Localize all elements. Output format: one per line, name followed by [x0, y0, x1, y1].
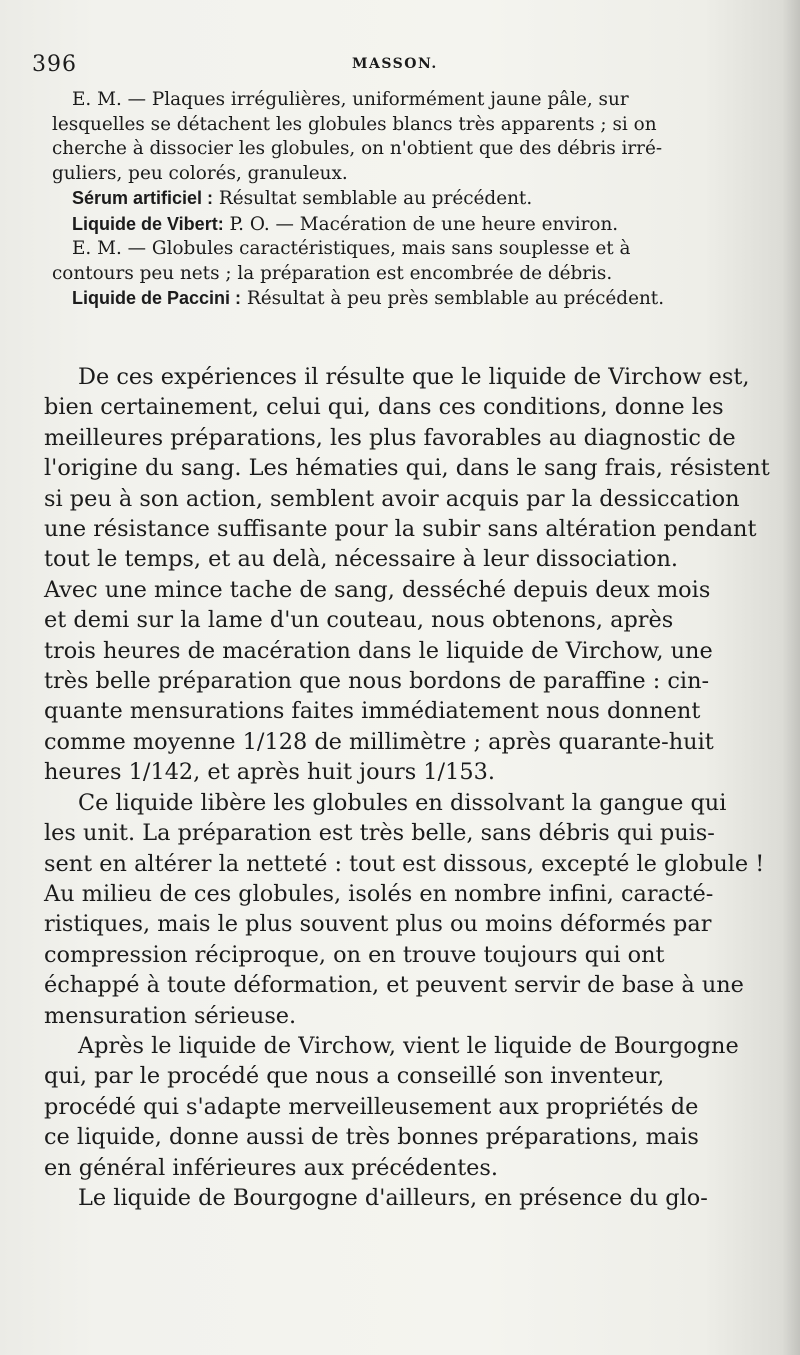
- text-line: bien certainement, celui qui, dans ces conditions, donne les: [44, 394, 724, 421]
- experiment-notes: [52, 88, 756, 312]
- note-line-paccini: Liquide de Paccini : Résultat à peu près semblable au précédent.: [72, 288, 665, 309]
- text-line: Le liquide de Bourgogne d'ailleurs, en présence du glo-: [78, 1184, 708, 1211]
- note-label: Liquide de Vibert:: [72, 213, 224, 234]
- text-line: procédé qui s'adapte merveilleusement aux propriétés de: [44, 1093, 699, 1120]
- text-line: heures 1/142, et après huit jours 1/153.: [44, 759, 495, 786]
- text-line: ristiques, mais le plus souvent plus ou moins déformés par: [44, 911, 712, 938]
- note-line-vibert: Liquide de Vibert: P. O. — Macération de une heure environ.: [72, 213, 619, 235]
- paragraph: [44, 788, 764, 1031]
- note-label: Liquide de Paccini :: [72, 288, 242, 308]
- text-line: Après le liquide de Virchow, vient le liquide de Bourgogne: [78, 1032, 739, 1059]
- text-line: Avec une mince tache de sang, desséché depuis deux mois: [44, 576, 711, 603]
- text-line: quante mensurations faites immédiatement nous donnent: [44, 698, 701, 725]
- text-line: les unit. La préparation est très belle, sans débris qui puis-: [44, 820, 715, 847]
- text-line: si peu à son action, semblent avoir acquis par la dessiccation: [44, 485, 740, 512]
- text-line: une résistance suffisante pour la subir sans altération pendant: [44, 516, 757, 543]
- note-line: E. M. — Plaques irrégulières, uniformément jaune pâle, sur: [72, 89, 629, 110]
- text-line: en général inférieures aux précédentes.: [44, 1154, 499, 1181]
- text-line: tout le temps, et au delà, nécessaire à leur dissociation.: [44, 546, 678, 573]
- text-line: comme moyenne 1/128 de millimètre ; après quarante-huit: [44, 728, 714, 755]
- text-line: échappé à toute déformation, et peuvent servir de base à une: [44, 972, 744, 999]
- paragraph: [44, 1031, 764, 1183]
- paragraph: [44, 1183, 764, 1213]
- note-line: lesquelles se détachent les globules blancs très apparents ; si on: [52, 113, 657, 135]
- page-number: 396: [32, 52, 77, 77]
- body-text: [44, 362, 770, 1213]
- note-line-serum: Sérum artificiel : Résultat semblable au précédent.: [72, 188, 533, 209]
- text-line: Ce liquide libère les globules en dissolvant la gangue qui: [78, 789, 727, 816]
- text-line: mensuration sérieuse.: [44, 1002, 297, 1029]
- running-head: MASSON.: [352, 56, 438, 72]
- text-line: qui, par le procédé que nous a conseillé son inventeur,: [44, 1063, 665, 1090]
- text-line: et demi sur la lame d'un couteau, nous obtenons, après: [44, 607, 674, 634]
- text-line: sent en altérer la netteté : tout est dissous, excepté le globule !: [44, 850, 765, 877]
- text-line: meilleures préparations, les plus favorables au diagnostic de: [44, 424, 736, 451]
- page-header: [32, 48, 772, 82]
- note-label: Sérum artificiel :: [72, 188, 214, 208]
- text-line: De ces expériences il résulte que le liquide de Virchow est,: [78, 364, 750, 390]
- text-line: Au milieu de ces globules, isolés en nombre infini, caracté-: [44, 880, 714, 907]
- note-line: cherche à dissocier les globules, on n'obtient que des débris irré-: [52, 138, 663, 159]
- page-edge-shadow: [782, 0, 800, 1355]
- text-line: ce liquide, donne aussi de très bonnes préparations, mais: [44, 1124, 699, 1151]
- text-line: l'origine du sang. Les hématies qui, dans le sang frais, résistent: [44, 455, 770, 482]
- text-line: très belle préparation que nous bordons de paraffine : cin-: [44, 668, 710, 695]
- note-line: guliers, peu colorés, granuleux.: [52, 162, 348, 184]
- paragraph: [44, 362, 770, 788]
- text-line: compression réciproque, on en trouve toujours qui ont: [44, 941, 665, 968]
- note-line: contours peu nets ; la préparation est encombrée de débris.: [52, 262, 613, 284]
- text-line: trois heures de macération dans le liquide de Virchow, une: [44, 637, 713, 664]
- note-line: E. M. — Globules caractéristiques, mais sans souplesse et à: [72, 238, 631, 259]
